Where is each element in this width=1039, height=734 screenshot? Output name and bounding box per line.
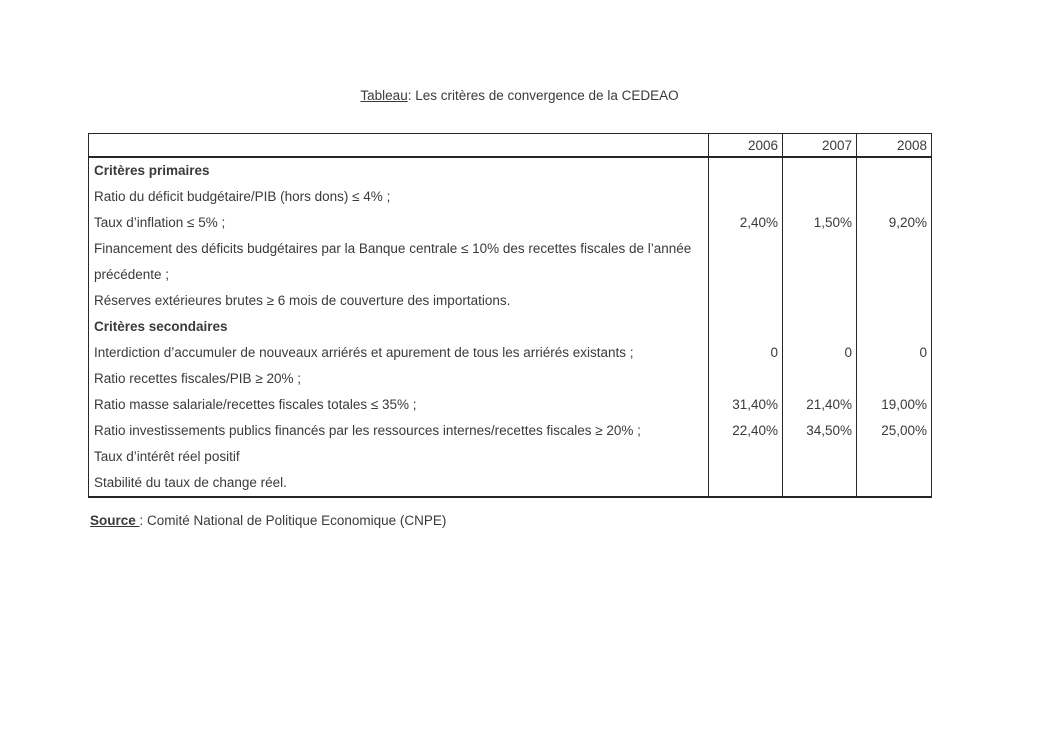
source-label: Source [90,513,140,528]
value-2008 [857,184,932,210]
criterion-label: Réserves extérieures brutes ≥ 6 mois de couverture des importations. [94,292,511,308]
table-row [89,392,932,418]
value-2006: 22,40% [709,418,783,444]
value-2008: 19,00% [857,392,932,418]
value-2007 [783,444,857,470]
value-2007 [783,366,857,392]
table-row [89,314,932,340]
value-2007: 21,40% [783,392,857,418]
value-2007 [783,288,857,314]
value-2008 [857,470,932,497]
table-row [89,184,932,210]
table-row [89,366,932,392]
value-2006 [709,366,783,392]
value-2008 [857,288,932,314]
value-2008 [857,444,932,470]
criterion-label: Ratio investissements publics financés par les ressources internes/recettes fiscales ≥ 20% ; [94,422,641,438]
header-empty-cell [89,134,709,158]
table-title [0,88,1039,103]
criterion-label: Critères primaires [94,163,210,178]
table-row [89,157,932,184]
header-year-2008: 2008 [857,134,932,158]
value-2008: 9,20% [857,210,932,236]
value-2007 [783,236,857,288]
table-row [89,444,932,470]
convergence-criteria-table [88,133,932,498]
value-2006 [709,184,783,210]
value-2006 [709,288,783,314]
value-2008: 0 [857,340,932,366]
source-line [90,513,446,528]
table-title-label: Tableau [360,88,408,103]
table-row [89,470,932,497]
value-2006 [709,470,783,497]
value-2006 [709,444,783,470]
criterion-label: Critères secondaires [94,318,228,334]
source-text: : Comité National de Politique Economique (CNPE) [139,513,447,528]
value-2007 [783,470,857,497]
value-2006: 31,40% [709,392,783,418]
value-2006: 2,40% [709,210,783,236]
criterion-label: Taux d’intérêt réel positif [94,448,240,464]
value-2008 [857,366,932,392]
value-2007: 34,50% [783,418,857,444]
table-row [89,340,932,366]
value-2006 [709,314,783,340]
criterion-label: Ratio du déficit budgétaire/PIB (hors dons) ≤ 4% ; [94,188,391,204]
value-2008 [857,314,932,340]
value-2006: 0 [709,340,783,366]
header-row [89,134,932,158]
criterion-label: Taux d’inflation ≤ 5% ; [94,214,226,230]
criterion-label: Financement des déficits budgétaires par la Banque centrale ≤ 10% des recettes fiscales de l’année précédente ; [94,240,692,282]
header-year-2007: 2007 [783,134,857,158]
value-2006 [709,157,783,184]
table-row [89,210,932,236]
value-2006 [709,236,783,288]
table-row [89,288,932,314]
table-row [89,236,932,288]
value-2007 [783,157,857,184]
criterion-label: Interdiction d’accumuler de nouveaux arriérés et apurement de tous les arriérés existants ; [94,344,634,360]
value-2007: 1,50% [783,210,857,236]
value-2008: 25,00% [857,418,932,444]
value-2008 [857,236,932,288]
header-year-2006: 2006 [709,134,783,158]
value-2008 [857,157,932,184]
criterion-label: Ratio recettes fiscales/PIB ≥ 20% ; [94,370,301,386]
value-2007 [783,314,857,340]
criterion-label: Stabilité du taux de change réel. [94,474,287,490]
table-row [89,418,932,444]
value-2007: 0 [783,340,857,366]
table-title-text: : Les critères de convergence de la CEDEAO [407,88,679,103]
criterion-label: Ratio masse salariale/recettes fiscales totales ≤ 35% ; [94,396,417,412]
value-2007 [783,184,857,210]
